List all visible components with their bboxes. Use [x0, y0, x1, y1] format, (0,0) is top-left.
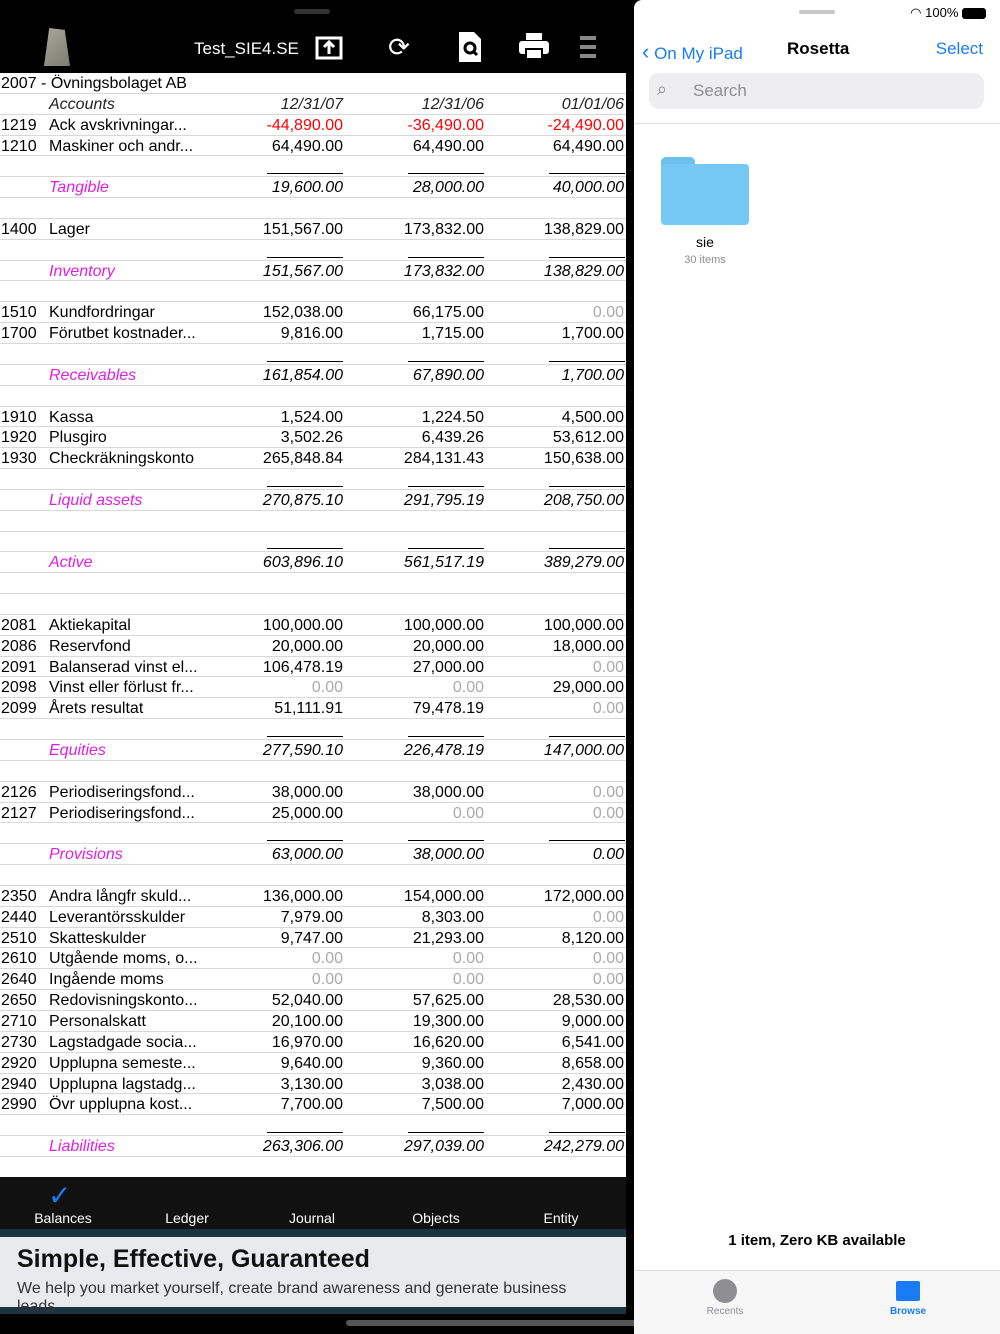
account-name: Kassa: [49, 408, 94, 426]
amount-cell: 64,490.00: [412, 137, 484, 155]
blank-row: [0, 386, 626, 407]
sum-line: [549, 1132, 625, 1133]
amount-cell: 38,000.00: [412, 783, 484, 801]
amount-cell: 21,293.00: [412, 929, 484, 947]
sum-line: [408, 840, 484, 841]
amount-cell: 0.00: [592, 908, 624, 926]
amount-cell: 9,640.00: [280, 1054, 343, 1072]
sum-line: [408, 173, 484, 174]
account-number: 2350: [1, 887, 37, 905]
search-input[interactable]: [649, 73, 984, 109]
account-row[interactable]: [0, 1032, 626, 1053]
amount-cell: 8,658.00: [561, 1054, 624, 1072]
amount-cell: 151,567.00: [262, 220, 343, 238]
amount-cell: 20,000.00: [271, 637, 343, 655]
select-button[interactable]: Select: [935, 39, 983, 58]
account-name: Active: [49, 554, 93, 572]
amount-cell: 265,848.84: [262, 450, 343, 468]
sum-line: [267, 840, 343, 841]
rosetta-stone-logo: [44, 28, 70, 66]
amount-cell: 0.00: [311, 950, 343, 968]
subtotal-row: [0, 261, 626, 282]
amount-cell: 8,303.00: [421, 908, 484, 926]
sum-line: [267, 548, 343, 549]
subtotal-row: [0, 490, 626, 511]
blank-row: [0, 594, 626, 615]
sum-line: [549, 486, 625, 487]
toolbar: [0, 0, 626, 73]
amount-cell: -24,490.00: [547, 116, 624, 134]
amount-cell: 29,000.00: [552, 679, 624, 697]
account-number: 2940: [1, 1075, 37, 1093]
amount-cell: 51,111.91: [274, 700, 343, 718]
sum-line: [549, 173, 625, 174]
sum-line: [267, 257, 343, 258]
amount-cell: 151,567.00: [262, 262, 343, 280]
amount-cell: 9,816.00: [280, 325, 343, 343]
amount-cell: 7,000.00: [561, 1096, 624, 1114]
account-number: 1400: [1, 220, 37, 238]
sum-line: [267, 1132, 343, 1133]
account-number: 1920: [1, 429, 37, 447]
account-name: Vinst eller förlust fr...: [49, 679, 194, 697]
amount-cell: 79,478.19: [412, 700, 484, 718]
blank-row: [0, 198, 626, 219]
account-name: Checkräkningskonto: [49, 450, 194, 468]
amount-cell: 150,638.00: [543, 450, 624, 468]
sum-line: [267, 173, 343, 174]
preview-search-icon[interactable]: [454, 30, 486, 64]
column-header-row: [0, 94, 626, 115]
amount-cell: 1,700.00: [561, 366, 624, 384]
account-name: Plusgiro: [49, 429, 107, 447]
amount-cell: 38,000.00: [271, 783, 343, 801]
separator-row: [0, 344, 626, 365]
account-row[interactable]: [0, 636, 626, 657]
subtotal-row: [0, 1136, 626, 1157]
battery-percent: 100%: [925, 5, 959, 20]
amount-cell: 16,620.00: [412, 1033, 484, 1051]
amount-cell: 4,500.00: [561, 408, 624, 426]
folder-icon[interactable]: [661, 157, 749, 225]
ad-subtitle: We help you market yourself, create brand awareness and generate business leads.: [17, 1280, 567, 1315]
home-indicator: [346, 1320, 654, 1326]
print-icon[interactable]: [518, 30, 550, 64]
wifi-icon: ︎◠: [910, 5, 922, 20]
account-name: Maskiner och andr...: [49, 137, 194, 155]
amount-cell: -36,490.00: [407, 116, 484, 134]
account-name: Lager: [49, 220, 90, 238]
account-number: 2730: [1, 1033, 37, 1051]
separator-row: [0, 1115, 626, 1136]
account-row[interactable]: [0, 615, 626, 636]
sync-icon[interactable]: ⟳: [388, 31, 410, 62]
amount-cell: 173,832.00: [403, 220, 484, 238]
blank-row: [0, 573, 626, 594]
amount-cell: 0.00: [592, 700, 624, 718]
account-name: Leverantörsskulder: [49, 908, 186, 926]
subtotal-row: [0, 365, 626, 386]
storage-info: 1 item, Zero KB available: [728, 1232, 906, 1249]
account-row[interactable]: [0, 1053, 626, 1074]
amount-cell: 1,524.00: [280, 408, 343, 426]
account-name: Utgående moms, o...: [49, 950, 198, 968]
amount-cell: 0.00: [592, 783, 624, 801]
account-name: Andra långfr skuld...: [49, 887, 192, 905]
account-row[interactable]: [0, 803, 626, 824]
tab-browse[interactable]: Browse: [889, 1306, 927, 1317]
account-name: Periodiseringsfond...: [49, 783, 195, 801]
account-number: 2650: [1, 992, 37, 1010]
account-name: Ingående moms: [49, 971, 164, 989]
account-number: 2710: [1, 1012, 37, 1030]
separator-row: [0, 823, 626, 844]
sum-line: [549, 736, 625, 737]
amount-cell: 63,000.00: [271, 846, 343, 864]
amount-cell: 3,038.00: [421, 1075, 484, 1093]
report-title-text: 2007 - Övningsbolaget AB: [1, 75, 187, 92]
account-row[interactable]: [0, 969, 626, 990]
account-name: Årets resultat: [49, 700, 144, 718]
col-date-1[interactable]: 12/31/07: [280, 95, 343, 113]
account-name: Upplupna semeste...: [49, 1054, 196, 1072]
account-name: Personalskatt: [49, 1012, 146, 1030]
amount-cell: 100,000.00: [543, 616, 624, 634]
bottom-tab-bar: [0, 1177, 626, 1229]
account-row[interactable]: [0, 990, 626, 1011]
account-number: 2086: [1, 637, 37, 655]
account-name: Skatteskulder: [49, 929, 146, 947]
account-row[interactable]: [0, 886, 626, 907]
folder-name[interactable]: sie: [696, 234, 714, 250]
amount-cell: 53,612.00: [552, 429, 624, 447]
amount-cell: 28,530.00: [552, 992, 624, 1010]
amount-cell: 277,590.10: [262, 742, 343, 759]
amount-cell: -44,890.00: [266, 116, 343, 134]
amount-cell: 173,832.00: [403, 262, 484, 280]
sum-line: [408, 257, 484, 258]
account-name: Inventory: [49, 262, 115, 280]
amount-cell: 270,875.10: [262, 491, 343, 509]
account-number: 2440: [1, 908, 37, 926]
amount-cell: 0.00: [452, 971, 484, 989]
amount-cell: 1,700.00: [561, 325, 624, 343]
ad-title: Simple, Effective, Guaranteed: [17, 1245, 370, 1273]
amount-cell: 67,890.00: [412, 366, 484, 384]
amount-cell: 28,000.00: [412, 179, 484, 197]
sum-line: [408, 548, 484, 549]
share-icon[interactable]: [313, 30, 345, 64]
amount-cell: 0.00: [592, 804, 624, 822]
subtotal-row: [0, 740, 626, 761]
sum-line: [408, 736, 484, 737]
account-row[interactable]: [0, 115, 626, 136]
amount-cell: 161,854.00: [262, 366, 343, 384]
amount-cell: 64,490.00: [271, 137, 343, 155]
amount-cell: 0.00: [452, 950, 484, 968]
folder-title: Rosetta: [787, 39, 850, 58]
account-row[interactable]: [0, 657, 626, 678]
account-number: 1700: [1, 325, 37, 343]
amount-cell: 19,300.00: [412, 1012, 484, 1030]
folder-count: 30 items: [684, 254, 726, 266]
amount-cell: 57,625.00: [412, 992, 484, 1010]
separator-row: [0, 156, 626, 177]
amount-cell: 263,306.00: [262, 1138, 343, 1156]
account-name: Lagstadgade socia...: [49, 1033, 197, 1051]
account-name: Upplupna lagstadg...: [49, 1075, 196, 1093]
account-name: Equities: [49, 742, 106, 759]
amount-cell: 19,600.00: [271, 179, 343, 197]
amount-cell: 0.00: [311, 971, 343, 989]
subtotal-row: [0, 844, 626, 865]
amount-cell: 0.00: [592, 304, 624, 322]
amount-cell: 40,000.00: [552, 179, 624, 197]
separator-row: [0, 719, 626, 740]
sum-line: [549, 840, 625, 841]
tab-entity[interactable]: Entity: [543, 1210, 579, 1226]
account-number: 2098: [1, 679, 37, 697]
account-row[interactable]: [0, 677, 626, 698]
amount-cell: 242,279.00: [543, 1138, 624, 1156]
amount-cell: 20,000.00: [412, 637, 484, 655]
status-bar: [910, 5, 986, 21]
amount-cell: 0.00: [311, 679, 343, 697]
account-name: Periodiseringsfond...: [49, 804, 195, 822]
amount-cell: 8,120.00: [561, 929, 624, 947]
col-accounts[interactable]: Accounts: [49, 95, 115, 113]
account-number: 2990: [1, 1096, 37, 1114]
amount-cell: 52,040.00: [271, 992, 343, 1010]
file-name: Test_SIE4.SE: [194, 39, 299, 58]
amount-cell: 6,541.00: [561, 1033, 624, 1051]
account-row[interactable]: [0, 302, 626, 323]
amount-cell: 154,000.00: [403, 887, 484, 905]
account-name: Balanserad vinst el...: [49, 658, 198, 676]
checkmark-icon: ✓: [48, 1180, 72, 1211]
amount-cell: 3,502.26: [280, 429, 343, 447]
files-tab-bar: [634, 1270, 1000, 1334]
amount-cell: 297,039.00: [403, 1138, 484, 1156]
account-name: Övr upplupna kost...: [49, 1096, 193, 1114]
balance-table: [0, 73, 626, 1177]
account-name: Reservfond: [49, 637, 131, 655]
amount-cell: 0.00: [592, 846, 624, 864]
amount-cell: 0.00: [592, 971, 624, 989]
folder-browse-icon: [896, 1281, 920, 1301]
sum-line: [408, 361, 484, 362]
chevron-left-icon: ‹: [642, 39, 650, 64]
sum-line: [549, 257, 625, 258]
account-row[interactable]: [0, 1074, 626, 1095]
amount-cell: 172,000.00: [543, 887, 624, 905]
blank-row: [0, 865, 626, 886]
account-row[interactable]: [0, 136, 626, 157]
tab-journal[interactable]: Journal: [289, 1210, 335, 1226]
sum-line: [549, 548, 625, 549]
amount-cell: 1,715.00: [421, 325, 484, 343]
tab-recents[interactable]: Recents: [706, 1306, 744, 1317]
amount-cell: 16,970.00: [271, 1033, 343, 1051]
search-icon: ⌕: [657, 79, 668, 99]
tab-balances[interactable]: Balances: [34, 1210, 92, 1226]
account-name: Redovisningskonto...: [49, 992, 198, 1010]
subtotal-row: [0, 552, 626, 573]
amount-cell: 9,360.00: [421, 1054, 484, 1072]
account-number: 1510: [1, 304, 37, 322]
amount-cell: 20,100.00: [271, 1012, 343, 1030]
blank-row: [0, 761, 626, 782]
panel-handle[interactable]: [799, 10, 835, 14]
tab-ledger[interactable]: Ledger: [165, 1210, 209, 1226]
sum-line: [408, 1132, 484, 1133]
amount-cell: 3,130.00: [280, 1075, 343, 1093]
account-number: 2610: [1, 950, 37, 968]
sum-line: [408, 486, 484, 487]
account-number: 2099: [1, 700, 37, 718]
account-number: 2081: [1, 616, 37, 634]
sum-line: [549, 361, 625, 362]
amount-cell: 100,000.00: [262, 616, 343, 634]
back-label: On My iPad: [654, 44, 743, 63]
account-number: 2640: [1, 971, 37, 989]
amount-cell: 152,038.00: [262, 304, 343, 322]
amount-cell: 38,000.00: [412, 846, 484, 864]
amount-cell: 100,000.00: [403, 616, 484, 634]
account-number: 2127: [1, 804, 37, 822]
account-name: Liquid assets: [49, 491, 143, 509]
amount-cell: 603,896.10: [262, 554, 343, 572]
account-number: 1219: [1, 116, 37, 134]
search-placeholder: Search: [693, 81, 747, 100]
account-name: Ack avskrivningar...: [49, 116, 187, 134]
sum-line: [267, 736, 343, 737]
clock-icon: [713, 1279, 737, 1303]
amount-cell: 27,000.00: [412, 658, 484, 676]
amount-cell: 0.00: [592, 950, 624, 968]
sum-line: [267, 361, 343, 362]
amount-cell: 284,131.43: [403, 450, 484, 468]
account-name: Receivables: [49, 366, 137, 384]
account-row[interactable]: [0, 948, 626, 969]
account-name: Förutbet kostnader...: [49, 325, 196, 343]
account-number: 2920: [1, 1054, 37, 1072]
amount-cell: 9,747.00: [280, 929, 343, 947]
amount-cell: 18,000.00: [552, 637, 624, 655]
account-name: Tangible: [49, 179, 109, 197]
amount-cell: 147,000.00: [543, 742, 624, 759]
amount-cell: 64,490.00: [552, 137, 624, 155]
amount-cell: 6,439.26: [421, 429, 484, 447]
account-number: 1910: [1, 408, 37, 426]
col-date-3[interactable]: 01/01/06: [561, 95, 624, 113]
account-number: 2091: [1, 658, 37, 676]
amount-cell: 25,000.00: [271, 804, 343, 822]
amount-cell: 138,829.00: [543, 220, 624, 238]
amount-cell: 226,478.19: [403, 742, 484, 759]
amount-cell: 208,750.00: [543, 491, 624, 509]
subtotal-row: [0, 177, 626, 198]
amount-cell: 0.00: [452, 804, 484, 822]
blank-row: [0, 511, 626, 532]
ad-banner[interactable]: [0, 1229, 626, 1314]
account-row[interactable]: [0, 698, 626, 719]
account-row[interactable]: [0, 219, 626, 240]
account-name: Liabilities: [49, 1138, 115, 1156]
account-row[interactable]: [0, 407, 626, 428]
amount-cell: 1,224.50: [421, 408, 484, 426]
amount-cell: 136,000.00: [262, 887, 343, 905]
battery-icon: [962, 8, 986, 19]
account-row[interactable]: [0, 907, 626, 928]
account-number: 1210: [1, 137, 37, 155]
amount-cell: 0.00: [452, 679, 484, 697]
amount-cell: 9,000.00: [561, 1012, 624, 1030]
account-row[interactable]: [0, 427, 626, 448]
separator-row: [0, 240, 626, 261]
amount-cell: 561,517.19: [403, 554, 484, 572]
col-date-2[interactable]: 12/31/06: [421, 95, 484, 113]
separator-row: [0, 532, 626, 553]
account-row[interactable]: [0, 1011, 626, 1032]
account-row[interactable]: [0, 782, 626, 803]
amount-cell: 106,478.19: [262, 658, 343, 676]
blank-row: [0, 1157, 626, 1177]
back-button[interactable]: [642, 39, 743, 65]
multitask-handle[interactable]: [294, 9, 330, 14]
files-panel: [634, 0, 1000, 1334]
account-number: 2126: [1, 783, 37, 801]
account-row[interactable]: [0, 1094, 626, 1115]
amount-cell: 66,175.00: [412, 304, 484, 322]
amount-cell: 138,829.00: [543, 262, 624, 280]
amount-cell: 7,500.00: [421, 1096, 484, 1114]
account-row[interactable]: [0, 928, 626, 949]
separator-row: [0, 469, 626, 490]
amount-cell: 2,430.00: [561, 1075, 624, 1093]
account-number: 2510: [1, 929, 37, 947]
account-number: 1930: [1, 450, 37, 468]
sum-line: [267, 486, 343, 487]
amount-cell: 7,979.00: [280, 908, 343, 926]
account-name: Provisions: [49, 846, 123, 864]
account-row[interactable]: [0, 448, 626, 469]
amount-cell: 291,795.19: [403, 491, 484, 509]
blank-row: [0, 281, 626, 302]
account-row[interactable]: [0, 323, 626, 344]
account-name: Aktiekapital: [49, 616, 131, 634]
amount-cell: 0.00: [592, 658, 624, 676]
report-title: [0, 73, 626, 94]
amount-cell: 389,279.00: [543, 554, 624, 572]
account-name: Kundfordringar: [49, 304, 155, 322]
tab-objects[interactable]: Objects: [412, 1210, 460, 1226]
menu-icon[interactable]: [572, 30, 604, 64]
amount-cell: 7,700.00: [280, 1096, 343, 1114]
